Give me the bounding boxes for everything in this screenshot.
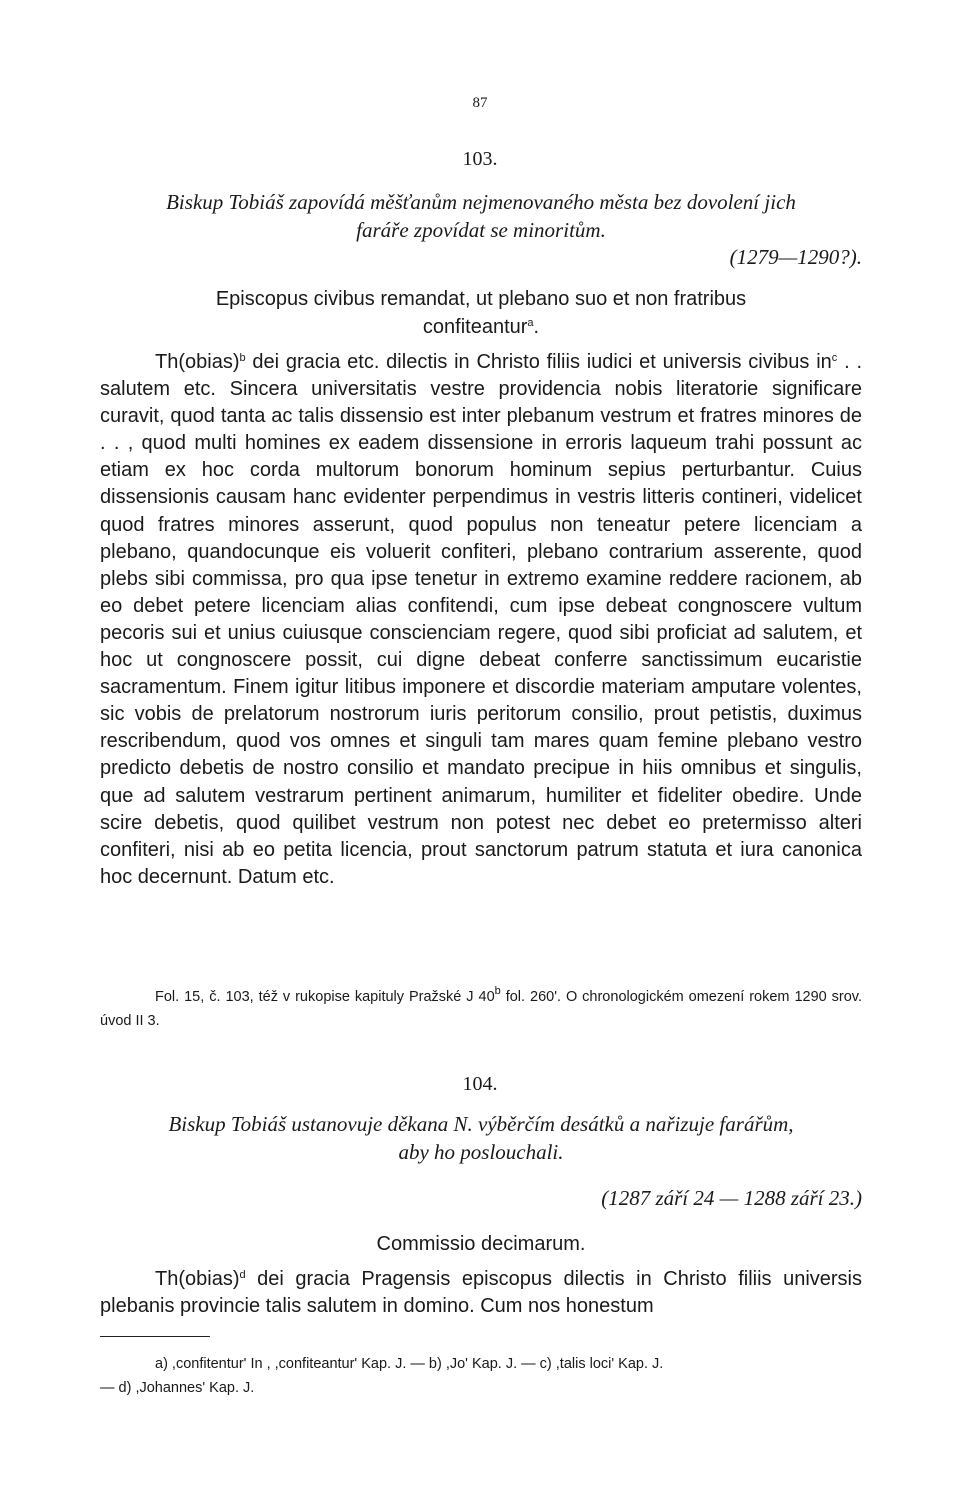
footnote-mark-d: d [239,1269,246,1281]
body-text-103: Th(obias)$^b$ dei gracia etc. dilectis in Christo filiis iudici et universis civibus $in^c$ . . salutem etc. Sincera universitatis vestre providencia nobis literatorie significare curavit, quod tanta ac talis dissensio est inter plebanum vestrum et fratres minores de . . , quod multi homines ex eadem dissensione in erroris laqueum trahi possunt ac etiam ex hoc corda multorum bonorum hominum sepius perturbantur. Cuius dissensionis causam hanc evidenter perpendimus in vestris litteris contineri, videlicet quod fratres minores asserunt, quod populus non teneatur petere licenciam a plebano, quandocunque eis voluerit confiteri, plebano contrarium asserente, quod plebs sibi commissa, pro qua ipse tenetur in extremo examine reddere racionem, ab eo debet petere licenciam alias confitendi, cum ipse debeat congnoscere vultum pecoris sui et unius cuiusque conscienciam regere, quod sibi proficiat ad salutem, et hoc ut congnoscere possit, cui digne debeat conferre sanctissimum eucaristie sacramentum. Finem igitur litibus imponere et discordie materiam amputare volentes, sic vobis de prelatorum nostrorum iuris peritorum consilio, prout petistis, duximus rescribendum, quod vos omnes et singuli tam mares quam femine plebano vestro predicto debetis de nostro consilio et mandato precipue in hiis omnibus et singulis, que ad salutem vestrarum pertinent animarum, humiliter et fideliter obedire. Unde scire debetis, quod quilibet vestrum non potest nec debet eo pretermisso alteri confiteri, nisi ab eo petita licencia, prout sanctorum patrum statuta et iura canonica hoc decernunt. Datum etc. [100,351,862,888]
page-number: 87 [472,95,488,111]
czech-title-104-line1: Biskup Tobiáš ustanovuje děkana N. výběrčím desátků a nařizuje farářům, [168,1112,794,1136]
latin-heading-103-line1: Episcopus civibus remandat, ut plebano suo et non fratribus [215,288,747,310]
document-number-104: 104. [462,1073,498,1095]
body-text-104: Th(obias)$^d$ dei gracia Pragensis episcopus dilectis in Christo filiis universis plebanis provincie talis salutem in domino. Cum nos honestum [100,1268,862,1318]
czech-title-104-line2: aby ho poslouchali. [398,1140,564,1164]
footnote-mark-b: b [239,352,246,364]
date-104: (1287 září 24 — 1288 září 23.) [601,1186,862,1210]
source-note-103: Fol. 15, č. 103, též v rukopise kapituly Pražské J 40$^b$ fol. 260'. O chronologickém omezení rokem 1290 srov. úvod II 3. [100,985,863,1029]
latin-heading-104: Commissio decimarum. [376,1233,586,1255]
date-103: (1279—1290?). [729,245,862,269]
footnote-mark-c: c [831,352,838,364]
footnote-divider [100,1336,210,1337]
footnote-mark-a: a [527,317,534,329]
czech-title-103-line1: Biskup Tobiáš zapovídá měšťanům nejmenovaného města bez dovolení jich [166,190,796,214]
latin-heading-103-line2: confiteantur$^a$. [422,316,540,338]
footnotes [100,1352,862,1400]
footnote-line-1: a) ,confitentur' In , ,confiteantur' Kap. J. — b) ,Jo' Kap. J. — c) ,talis loci' Kap. J. [155,1356,664,1372]
footnote-line-2: — d) ,Johannes' Kap. J. [100,1380,255,1396]
document-number-103: 103. [462,148,498,170]
czech-title-103-line2: faráře zpovídat se minoritům. [356,218,606,242]
